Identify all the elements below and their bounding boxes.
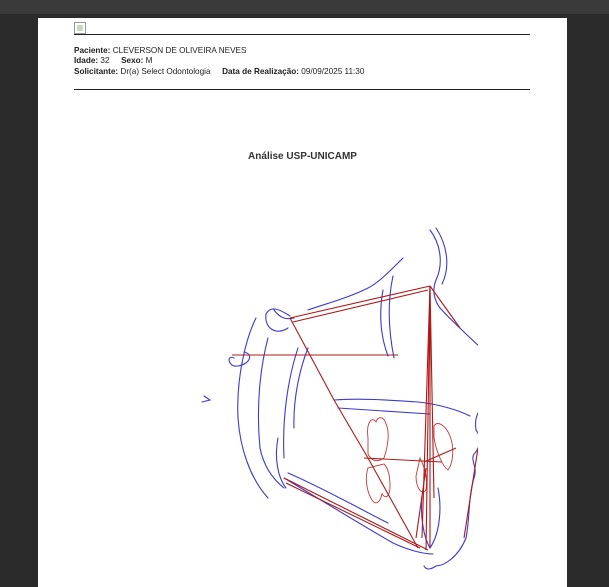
report-title: Análise USP-UNICAMP (248, 151, 357, 162)
requester-label: Solicitante: (74, 67, 119, 76)
age-value: 32 (100, 56, 110, 65)
date-value: 09/09/2025 11:30 (301, 67, 365, 76)
sex-value: M (145, 56, 153, 65)
age-sex-row (74, 56, 152, 66)
anatomy-tracing (202, 228, 478, 569)
date-label: Data de Realização: (222, 67, 299, 76)
requester-row (74, 67, 364, 77)
patient-value: CLEVERSON DE OLIVEIRA NEVES (112, 46, 247, 55)
sex-label: Sexo: (121, 56, 144, 65)
analysis-lines (232, 286, 478, 550)
header-bottom-rule (74, 89, 530, 90)
viewer-scroll-area[interactable] (569, 14, 609, 587)
patient-row (74, 46, 246, 56)
broken-image-icon (74, 22, 86, 34)
document-page (38, 18, 567, 587)
age-label: Idade: (74, 56, 99, 65)
cephalometric-tracing (158, 208, 478, 578)
requester-value: Dr(a) Select Odontologia (120, 67, 211, 76)
patient-label: Paciente: (74, 46, 111, 55)
viewer-toolbar (0, 0, 609, 14)
header-top-rule (74, 34, 530, 35)
